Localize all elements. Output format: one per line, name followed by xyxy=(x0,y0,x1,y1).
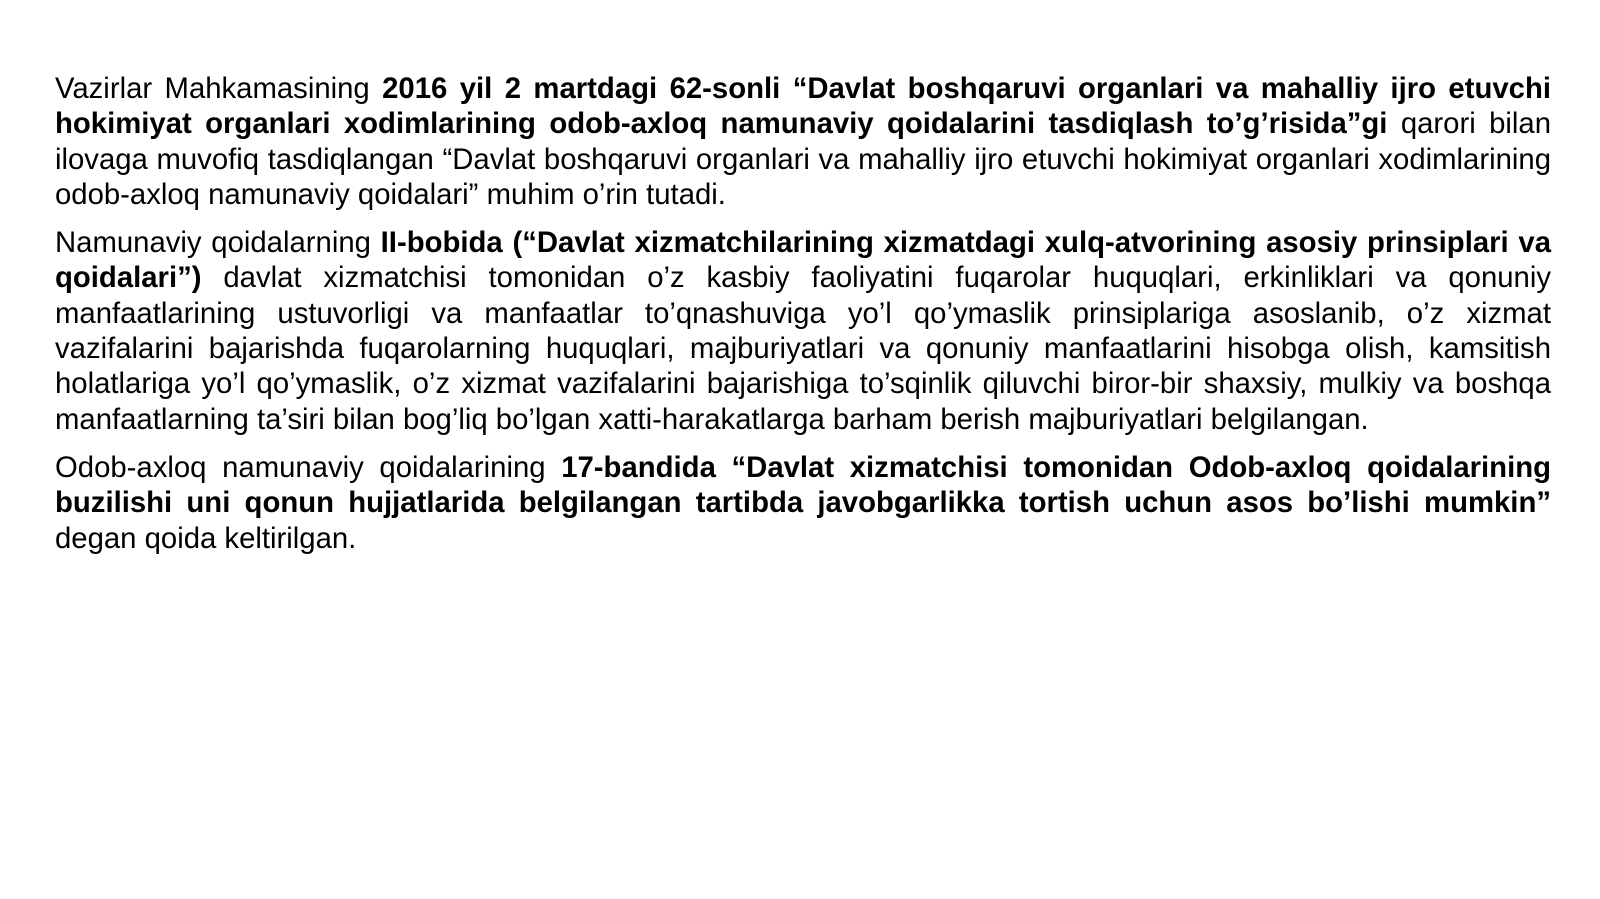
paragraph-3 xyxy=(55,450,1551,556)
paragraph-1-bold-citation: 2016 yil 2 martdagi 62-sonli “Davlat boshqaruvi organlari va mahalliy ijro etuvchi hokimiyat organlari xodimlarining odob-axloq namunaviy qoidalarini tasdiqlash to’g’risida”gi xyxy=(55,72,1551,141)
paragraph-1 xyxy=(55,71,1551,212)
paragraph-2-bold-chapter: II-bobida (“Davlat xizmatchilarining xizmatdagi xulq-atvorining asosiy prinsiplari va qoidalari”) xyxy=(55,226,1552,295)
slide-body xyxy=(55,71,1551,569)
paragraph-1-text-rest: qarori bilan ilovaga muvofiq tasdiqlangan “Davlat boshqaruvi organlari va mahalliy ijro etuvchi hokimiyat organlari xodimlarining odob-axloq namunaviy qoidalari” muhim o’rin tutadi. xyxy=(55,107,1551,211)
paragraph-3-text-intro: Odob-axloq namunaviy qoidalarining xyxy=(55,450,562,484)
paragraph-2-text-rest: davlat xizmatchisi tomonidan o’z kasbiy faoliyatini fuqarolar huquqlari, erkinliklari va qonuniy manfaatlarining ustuvorligi va manfaatlar to’qnashuviga yo’l qo’ymaslik prinsiplariga asoslanib, o’z xizmat vazifalarini bajarishda fuqarolarning huquqlari, majburiyatlari va qonuniy manfaatlarini hisobga olish, kamsitish holatlariga yo’l qo’ymaslik, o’z xizmat vazifalarini bajarishiga to’sqinlik qiluvchi biror-bir shaxsiy, mulkiy va boshqa manfaatlarning ta’siri bilan bog’liq bo’lgan xatti-harakatlarga barham berish majburiyatlari belgilangan. xyxy=(55,261,1551,436)
paragraph-2-text-intro: Namunaviy qoidalarning xyxy=(55,226,381,260)
paragraph-3-bold-clause: 17-bandida “Davlat xizmatchisi tomonidan Odob-axloq qoidalarining buzilishi uni qonun hujjatlarida belgilangan tartibda javobgarlikka tortish uchun asos bo’lishi mumkin” xyxy=(55,450,1552,520)
paragraph-1-text-intro: Vazirlar Mahkamasining xyxy=(55,72,383,105)
paragraph-3-text-rest: degan qoida keltirilgan. xyxy=(55,521,357,555)
paragraph-2 xyxy=(55,225,1551,437)
